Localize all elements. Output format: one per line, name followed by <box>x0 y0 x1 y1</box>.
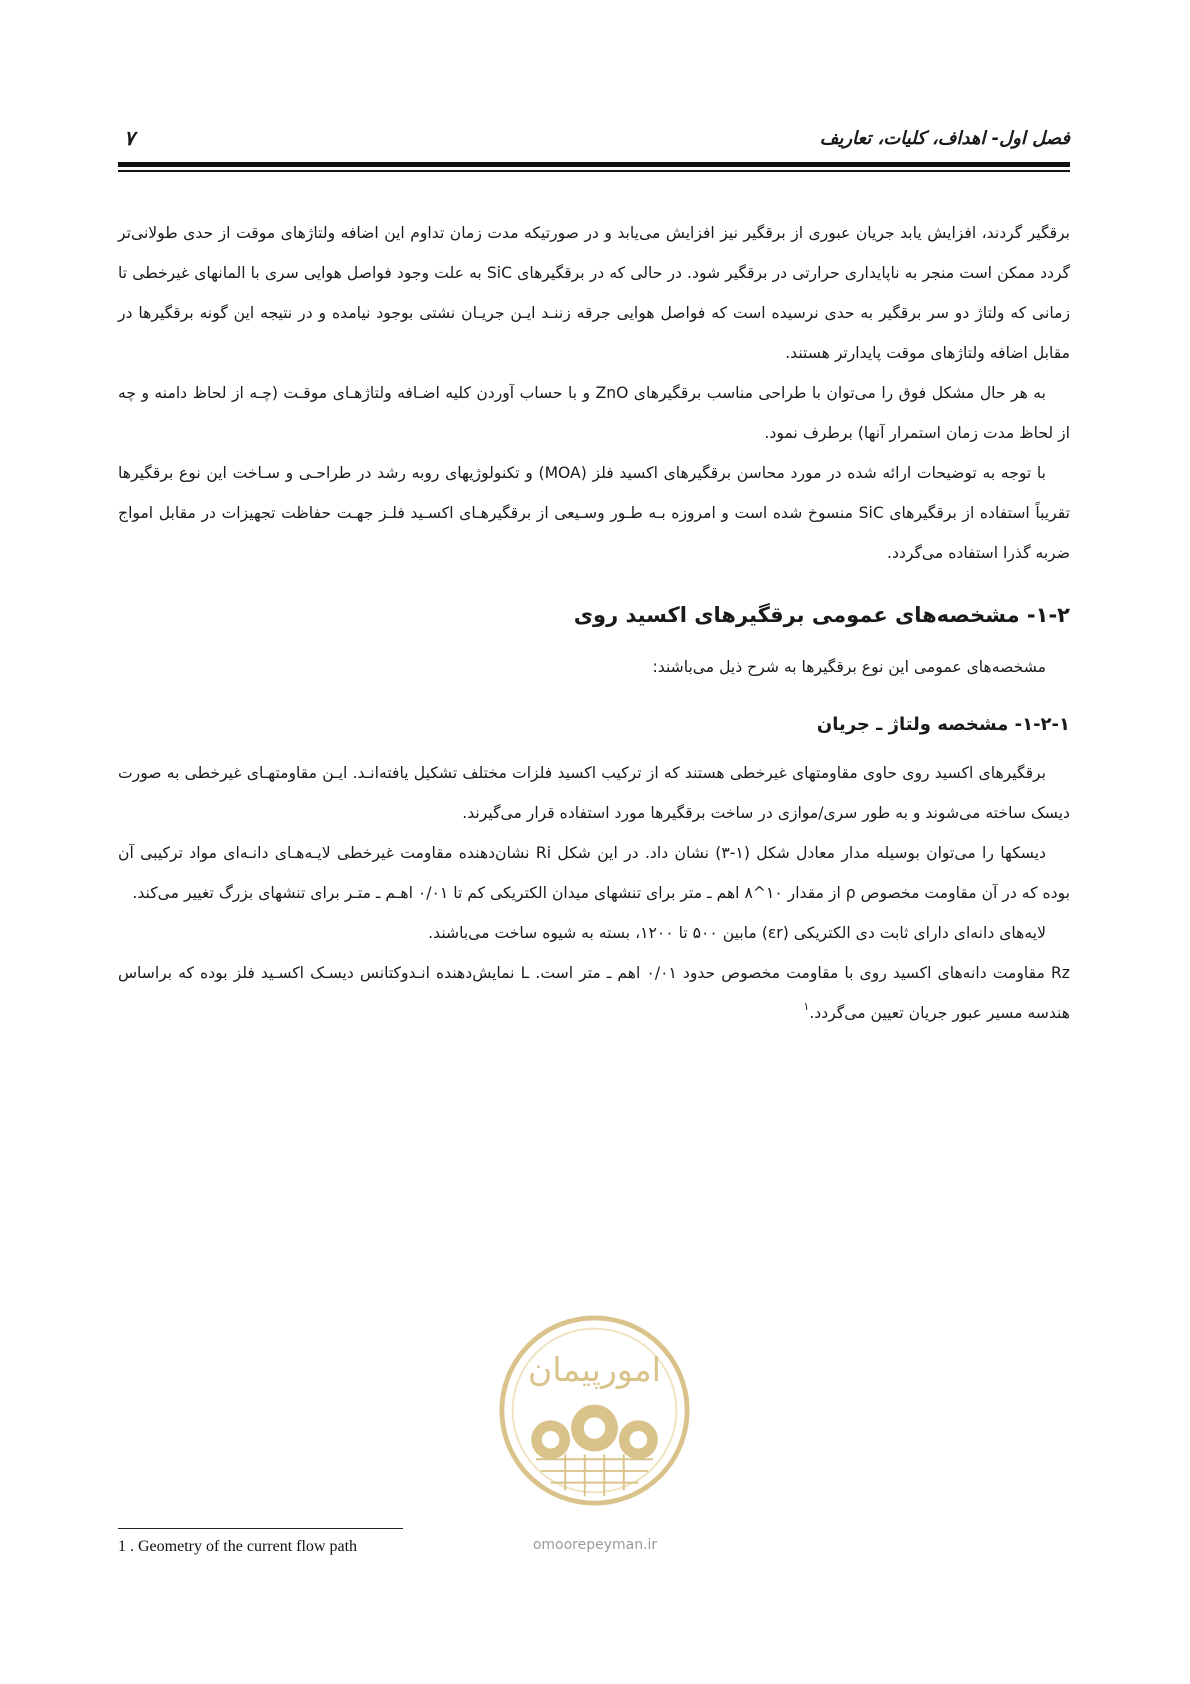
page-number: ۷ <box>124 126 135 150</box>
paragraph-2: به هر حال مشکل فوق را می‌توان با طراحی مناسب برقگیرهای ZnO و با حساب آوردن کلیه اضـافه ولتاژهـای موقـت (چـه از لحاظ دامنه و چه از لحاظ مدت زمان استمرار آنها) برطرف نمود. <box>118 384 1070 442</box>
footnote-rule <box>118 1528 403 1529</box>
subsection-paragraph-3: لایه‌های دانه‌ای دارای ثابت دی الکتریکی (εr) مابین ۵۰۰ تا ۱۲۰۰، بسته به شیوه ساخت می‌باشند. <box>428 924 1046 942</box>
paragraph-1: برقگیر گردند، افزایش یابد جریان عبوری از برقگیر نیز افزایش می‌یابد و در صورتیکه مدت زمان تداوم این اضافه ولتاژهای موقت از حدی طولانی‌تر گردد ممکن است منجر به ناپایداری حرارتی در برقگیر شود. در حالی که در برقگیرهای SiC به علت وجود فواصل هوایی سری با المانهای غیرخطی تا زمانی که ولتاژ دو سر برقگیر به حدی نرسیده است که فواصل هوایی جرقه زننـد ایـن جریـان نشتی بوجود نیامده و در نتیجه این گونه برقگیرها در مقابل اضافه ولتاژهای موقت پایدارتر هستند. <box>118 224 1070 362</box>
paragraph-3: با توجه به توضیحات ارائه شده در مورد محاسن برقگیرهای اکسید فلز (MOA) و تکنولوژیهای روبه رشد در طراحـی و سـاخت این نوع برقگیرها تقریباً استفاده از برقگیرهای SiC منسوخ شده است و امروزه بـه طـور وسـیعی از برقگیرهـای اکسـید فلـز جهـت حفاظت تجهیزات در مقابل امواج ضربه گذرا استفاده می‌گردد. <box>118 464 1070 562</box>
section-heading: ۱-۲- مشخصه‌های عمومی برقگیرهای اکسید روی <box>573 603 1070 627</box>
logo-gears <box>531 1405 658 1460</box>
section-intro: مشخصه‌های عمومی این نوع برقگیرها به شرح ذیل می‌باشند: <box>652 658 1046 676</box>
footnote-marker: ۱ <box>803 1000 810 1013</box>
header-rule-thick <box>118 162 1070 167</box>
body-text <box>118 213 1070 1033</box>
logo-lettering: امورپیمان <box>528 1350 661 1390</box>
subsection-paragraph-1: برقگیرهای اکسید روی حاوی مقاومتهای غیرخطی هستند که از ترکیب اکسید فلزات مختلف تشکیل یافته‌انـد. ایـن مقاومتهـای غیرخطی به صورت دیسک ساخته می‌شوند و به طور سری/موازی در ساخت برقگیرها مورد استفاده قرار می‌گیرند. <box>118 764 1070 822</box>
subsection-paragraph-4-text: Rz مقاومت دانه‌های اکسید روی با مقاومت مخصوص حدود ۰/۰۱ اهم ـ متر است. L نمایش‌دهنده انـدوکتانس دیسـک اکسـید فلز بوده که براساس هندسه مسیر عبور جریان تعیین می‌گردد. <box>118 964 1070 1022</box>
chapter-title: فصل اول- اهداف، کلیات، تعاریف <box>819 128 1070 149</box>
subsection-paragraph-2: دیسکها را می‌توان بوسیله مدار معادل شکل (۱-۳) نشان داد. در این شکل Ri نشان‌دهنده مقاومت غیرخطی لایـه‌هـای دانـه‌ای مواد ترکیبی آن بوده که در آن مقاومت مخصوص ρ از مقدار ۱۰^۸ اهم ـ متر برای تنشهای میدان الکتریکی کم تا ۰/۰۱ اهـم ـ متـر برای تنشهای بزرگ تغییر می‌کند. <box>118 844 1070 902</box>
watermark-site-text: omoorepeyman.ir <box>532 1537 658 1553</box>
subsection-heading: ۱-۲-۱- مشخصه ولتاژ ـ جریان <box>816 714 1070 735</box>
logo-grid <box>536 1454 653 1496</box>
subsection-paragraph-4 <box>118 953 1070 1033</box>
header-rule-thin <box>118 170 1070 172</box>
watermark-logo-icon <box>497 1313 692 1508</box>
footnote: 1 . Geometry of the current flow path <box>118 1538 358 1555</box>
running-header <box>118 128 1070 164</box>
